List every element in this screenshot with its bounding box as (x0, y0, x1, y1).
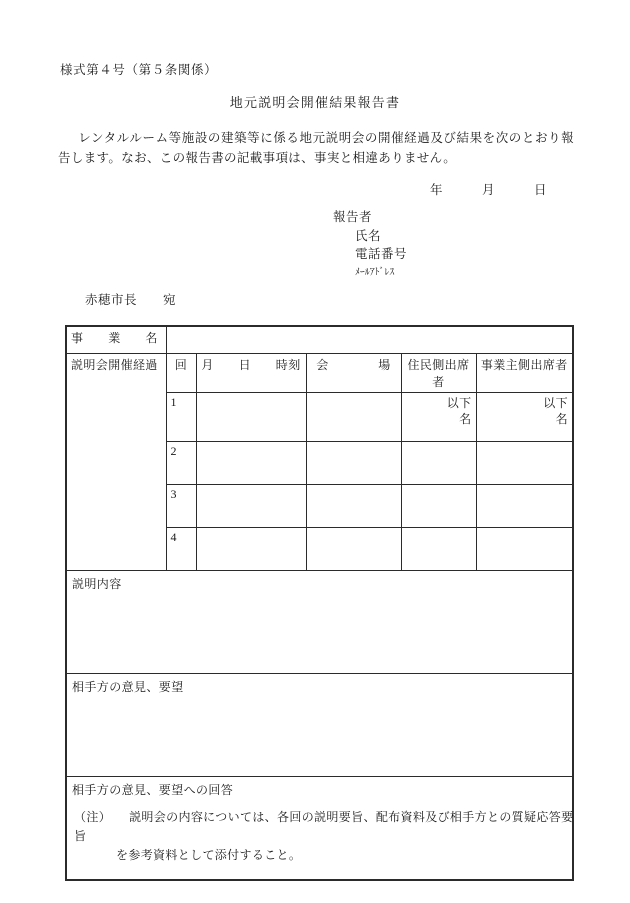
reporter-block (333, 208, 407, 282)
reporter-phone-label: 電話番号 (355, 247, 408, 261)
report-table (65, 325, 574, 881)
business-name-value[interactable] (166, 326, 573, 354)
row-operator-suffix: 名 (555, 412, 569, 426)
addressee-line: 赤穂市長 宛 (85, 293, 177, 307)
section-row-description (66, 571, 573, 674)
row-residents-suffix: 名 (459, 412, 472, 426)
row-residents-prefix: 以下 (446, 396, 472, 410)
column-header-residents: 住民側出席者 (401, 354, 476, 393)
section-description-label: 説明内容 (72, 577, 122, 591)
row-operator[interactable] (476, 528, 573, 571)
row-venue[interactable] (306, 485, 401, 528)
row-datetime[interactable] (196, 528, 306, 571)
row-residents[interactable] (401, 485, 476, 528)
section-opinions-label: 相手方の意見、要望 (72, 680, 184, 694)
row-residents[interactable] (401, 393, 476, 442)
intro-text: レンタルルーム等施設の建築等に係る地元説明会の開催経過及び結果を次のとおり報告します。なお、この報告書の記載事項は、事実と相違ありません。 (58, 131, 574, 165)
row-round: 4 (166, 528, 196, 571)
footnote-marker: （注） (74, 810, 112, 824)
column-header-datetime: 月 日 時刻 (196, 354, 306, 393)
footnote (74, 808, 584, 865)
row-datetime[interactable] (196, 442, 306, 485)
reporter-email-label: ﾒｰﾙｱﾄﾞﾚｽ (355, 267, 395, 278)
column-header-round: 回 (166, 354, 196, 393)
section-row-opinions (66, 674, 573, 777)
footnote-line2: を参考資料として添付すること。 (116, 848, 302, 862)
row-residents[interactable] (401, 528, 476, 571)
reporter-name-label: 氏名 (355, 228, 382, 243)
row-venue[interactable] (306, 393, 401, 442)
row-residents[interactable] (401, 442, 476, 485)
table-header-row (66, 354, 573, 393)
row-venue[interactable] (306, 442, 401, 485)
progress-label: 説明会開催経過 (66, 354, 166, 571)
business-name-label: 事 業 名 (66, 326, 166, 354)
row-datetime[interactable] (196, 393, 306, 442)
page-title: 地元説明会開催結果報告書 (229, 95, 401, 110)
date-line: 年 月 日 (430, 183, 548, 197)
row-round: 2 (166, 442, 196, 485)
row-round: 1 (166, 393, 196, 442)
row-operator[interactable] (476, 485, 573, 528)
column-header-operator: 事業主側出席者 (476, 354, 573, 393)
row-operator-prefix: 以下 (543, 396, 569, 410)
row-round: 3 (166, 485, 196, 528)
row-operator[interactable] (476, 393, 573, 442)
row-venue[interactable] (306, 528, 401, 571)
row-operator[interactable] (476, 442, 573, 485)
row-datetime[interactable] (196, 485, 306, 528)
section-opinions[interactable] (66, 674, 573, 777)
intro-paragraph (58, 128, 574, 168)
form-number: 様式第４号（第５条関係） (60, 63, 218, 77)
reporter-heading: 報告者 (333, 210, 373, 224)
section-description[interactable] (66, 571, 573, 674)
footnote-line1: 説明会の内容については、各回の説明要旨、配布資料及び相手方との質疑応答要旨 (74, 810, 574, 843)
section-responses-label: 相手方の意見、要望への回答 (72, 783, 234, 797)
column-header-venue: 会 場 (306, 354, 401, 393)
business-name-row (66, 326, 573, 354)
